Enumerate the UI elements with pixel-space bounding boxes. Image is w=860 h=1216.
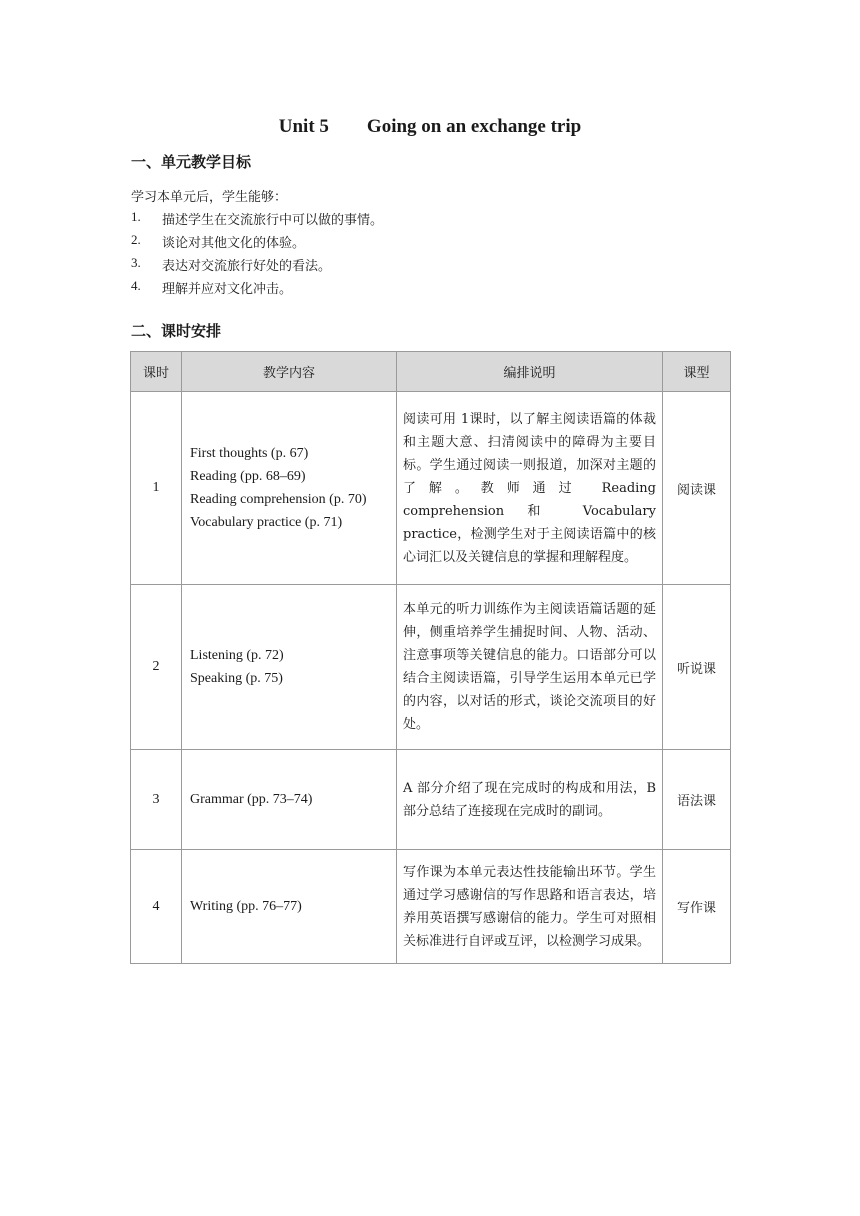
content-line: Speaking (p. 75)	[190, 671, 283, 686]
content-line: First thoughts (p. 67)	[190, 446, 309, 461]
lesson-type: 阅读课	[663, 392, 731, 585]
intro-text: 学习本单元后，学生能够：	[131, 190, 288, 205]
objective-item	[131, 232, 383, 255]
table-header-row	[131, 352, 731, 392]
section-heading-objectives: 一、单元教学目标	[131, 153, 252, 171]
content-line: Listening (p. 72)	[190, 648, 284, 663]
objective-text: 谈论对其他文化的体验。	[162, 236, 306, 251]
content-cell	[182, 585, 397, 750]
lesson-type: 语法课	[663, 750, 731, 850]
objective-text: 描述学生在交流旅行中可以做的事情。	[162, 213, 384, 228]
lesson-type: 写作课	[663, 850, 731, 964]
objective-number: 2.	[131, 232, 141, 247]
table-row	[131, 585, 731, 750]
objective-number: 4.	[131, 278, 141, 293]
period-number: 3	[131, 750, 182, 850]
description-cell: A 部分介绍了现在完成时的构成和用法，B 部分总结了连接现在完成时的副词。	[397, 750, 663, 850]
content-line: Writing (pp. 76–77)	[190, 899, 302, 914]
period-number: 2	[131, 585, 182, 750]
objective-text: 理解并应对文化冲击。	[162, 282, 293, 297]
period-number: 1	[131, 392, 182, 585]
objective-number: 3.	[131, 255, 141, 270]
header-content: 教学内容	[182, 352, 397, 392]
content-cell	[182, 392, 397, 585]
objective-text: 表达对交流旅行好处的看法。	[162, 259, 332, 274]
description-cell: 阅读可用 1课时，以了解主阅读语篇的体裁和主题大意、扫清阅读中的障碍为主要目标。学生通过阅读一则报道，加深对主题的了解。教师通过 Reading comprehension 和 Vocabulary practice，检测学生对于主阅读语篇中的核心词汇以及关键信息的掌握和理解程度。	[397, 392, 663, 585]
header-description: 编排说明	[397, 352, 663, 392]
lesson-type: 听说课	[663, 585, 731, 750]
objective-number: 1.	[131, 209, 141, 224]
table-row	[131, 850, 731, 964]
page-title: Unit 5 Going on an exchange trip	[278, 116, 582, 137]
description-cell: 本单元的听力训练作为主阅读语篇话题的延伸，侧重培养学生捕捉时间、人物、活动、注意事项等关键信息的能力。口语部分可以结合主阅读语篇，引导学生运用本单元已学的内容，以对话的形式，谈论交流项目的好处。	[397, 585, 663, 750]
period-number: 4	[131, 850, 182, 964]
objective-item	[131, 278, 383, 301]
content-line: Vocabulary practice (p. 71)	[190, 515, 343, 530]
content-line: Reading (pp. 68–69)	[190, 469, 306, 484]
header-type: 课型	[663, 352, 731, 392]
table-row	[131, 750, 731, 850]
content-cell	[182, 750, 397, 850]
objective-item	[131, 255, 383, 278]
section-heading-schedule: 二、课时安排	[131, 322, 222, 340]
content-cell	[182, 850, 397, 964]
content-line: Reading comprehension (p. 70)	[190, 492, 367, 507]
description-cell: 写作课为本单元表达性技能输出环节。学生通过学习感谢信的写作思路和语言表达，培养用英语撰写感谢信的能力。学生可对照相关标准进行自评或互评，以检测学习成果。	[397, 850, 663, 964]
objective-item	[131, 209, 383, 232]
objectives-list	[131, 209, 383, 301]
header-period: 课时	[131, 352, 182, 392]
schedule-table	[130, 351, 731, 964]
table-row	[131, 392, 731, 585]
content-line: Grammar (pp. 73–74)	[190, 792, 313, 807]
